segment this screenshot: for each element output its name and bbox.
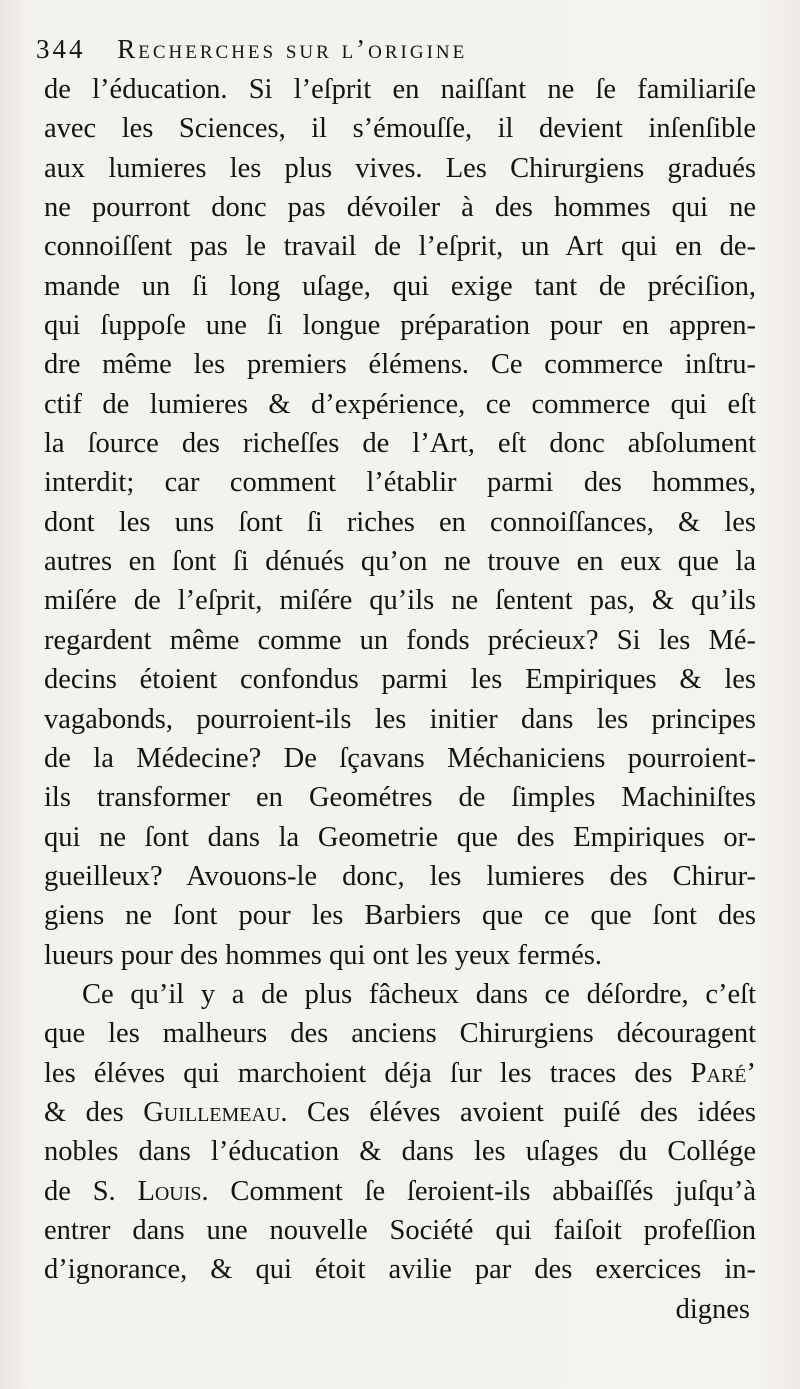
text-line: aux lumieres les plus vives. Les Chirurgiens gradués (44, 152, 756, 184)
text-line: de l’éducation. Si l’eſprit en naiſſant ne ſe familiariſe (44, 74, 756, 105)
text-line: autres en ſont ſi dénués qu’on ne trouve en eux que la (44, 546, 756, 578)
text-line: la ſource des richeſſes de l’Art, eſt donc abſolument (44, 428, 756, 460)
text-line: de la Médecine? De ſçavans Méchaniciens pourroient- (44, 742, 756, 774)
text-line: regardent même comme un fonds précieux? Si les Mé- (44, 624, 756, 656)
text-line: vagabonds, pourroient-ils les initier dans les principes (44, 703, 756, 735)
body-text (44, 70, 756, 1329)
text-line: ctif de lumieres & d’expérience, ce commerce qui eſt (44, 388, 756, 420)
line-text: & des (44, 1096, 124, 1128)
text-line: que les malheurs des anciens Chirurgiens découragent (44, 1018, 756, 1050)
text-line: interdit; car comment l’établir parmi des hommes, (44, 467, 756, 499)
paragraph-2 (44, 975, 756, 1290)
running-head (36, 34, 776, 74)
text-line: dre même les premiers élémens. Ce commerce inſtru- (44, 349, 756, 381)
text-line: dont les uns ſont ſi riches en connoiſſances, & les (44, 506, 756, 538)
text-line: lueurs pour des hommes qui ont les yeux fermés. (44, 939, 603, 971)
catchword: dignes (675, 1293, 750, 1325)
text-line: decins étoient confondus parmi les Empiriques & les (44, 664, 756, 696)
text-line: d’ignorance, & qui étoit avilie par des exercices in- (44, 1254, 756, 1286)
line-text: les éléves qui marchoient déja ſur les traces des (44, 1057, 673, 1089)
text-line: miſére de l’eſprit, miſére qu’ils ne ſentent pas, & qu’ils (44, 585, 756, 617)
text-line (44, 1093, 756, 1132)
text-line: gueilleux? Avouons-le donc, les lumieres des Chirur- (44, 860, 756, 892)
text-line (44, 1172, 756, 1211)
text-line: entrer dans une nouvelle Société qui faiſoit profeſſion (44, 1214, 756, 1246)
text-line: qui ne ſont dans la Geometrie que des Empiriques or- (44, 821, 756, 853)
line-text: . Ces éléves avoient puiſé des idées (280, 1096, 756, 1128)
name-guillemeau: Guillemeau (143, 1096, 281, 1128)
text-line: mande un ſi long uſage, qui exige tant de préciſion, (44, 270, 756, 302)
text-line: Ce qu’il y a de plus fâcheux dans ce déſordre, c’eſt (82, 978, 756, 1010)
line-text: de (44, 1175, 71, 1207)
name-pare: Paré’ (690, 1057, 756, 1089)
text-line: ils transformer en Geométres de ſimples Machiniſtes (44, 782, 756, 814)
page-number: 344 (36, 34, 86, 64)
text-line (44, 1054, 756, 1093)
text-line: ne pourront donc pas dévoiler à des hommes qui ne (44, 192, 756, 224)
text-line: giens ne ſont pour les Barbiers que ce que ſont des (44, 900, 756, 932)
paragraph-1 (44, 70, 756, 975)
line-text: . Comment ſe ſeroient-ils abbaiſſés juſqu’à (201, 1175, 756, 1207)
name-saint-louis: S. Louis (92, 1175, 202, 1207)
text-line: connoiſſent pas le travail de l’eſprit, un Art qui en de- (44, 231, 756, 263)
running-title: Recherches sur l’origine (117, 34, 468, 64)
text-line: avec les Sciences, il s’émouſſe, il devient inſenſible (44, 113, 756, 145)
text-line: nobles dans l’éducation & dans les uſages du Collége (44, 1136, 756, 1168)
text-line: qui ſuppoſe une ſi longue préparation pour en appren- (44, 310, 756, 342)
